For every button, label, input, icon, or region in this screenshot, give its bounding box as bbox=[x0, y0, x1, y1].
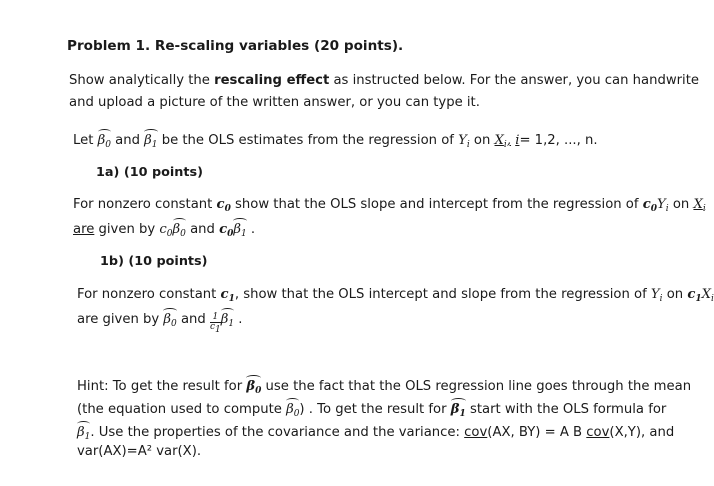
beta0-hat: $\beta_0$ bbox=[98, 130, 111, 150]
part-1a-and: and bbox=[185, 222, 220, 237]
part-1b-and: and bbox=[176, 312, 210, 327]
hint-text-1: Hint: To get the result for bbox=[77, 379, 247, 394]
hint-text-2c: start with the OLS formula for bbox=[465, 402, 667, 417]
b-beta0-hat: $\beta_0$ bbox=[163, 309, 176, 329]
hint-line-4: var(AX)=A² var(X). bbox=[77, 444, 202, 459]
part-1a-heading: 1a) (10 points) bbox=[96, 165, 203, 180]
hint-beta1-hat: $\beta_1$ bbox=[451, 399, 466, 419]
part-1b-text-cont: , show that the OLS intercept and slope from the regression of bbox=[234, 287, 651, 302]
hint-line-2 bbox=[77, 399, 666, 419]
part-1a-text-cont: show that the OLS slope and intercept from the regression of bbox=[230, 197, 643, 212]
let-line: Let $\beta_0$ and $\beta_1$ be the OLS estimates from the regression of $Y_i$ on $X_i$, i= 1,2, ..., n. bbox=[73, 130, 598, 150]
part-1a-line-1: For nonzero constant $c_0$ show that the OLS slope and intercept from the regression of $c_0Y_i$ on $X_i$ bbox=[73, 197, 706, 214]
problem-title: Problem 1. Re-scaling variables (20 points). bbox=[67, 38, 404, 54]
intro-line-1 bbox=[69, 73, 699, 88]
hint-text-1b: use the fact that the OLS regression line goes through the mean bbox=[261, 379, 692, 394]
hint-text-3: . Use the properties of the covariance and the variance: bbox=[90, 425, 465, 440]
part-1b-heading: 1b) (10 points) bbox=[100, 254, 208, 269]
part-1b-text: For nonzero constant bbox=[77, 287, 221, 302]
part-1a-line-2: are given by $c_0\beta_0$ and $c_0\beta_1$ . bbox=[73, 219, 255, 239]
are-underlined: are bbox=[73, 222, 95, 237]
intro-text: Show analytically the bbox=[69, 73, 215, 88]
intro-text-cont: as instructed below. For the answer, you can handwrite bbox=[329, 73, 699, 88]
part-1a-text: For nonzero constant bbox=[73, 197, 217, 212]
hint-text-3c: (X,Y), and bbox=[609, 425, 675, 440]
let-suffix: be the OLS estimates from the regression of bbox=[157, 133, 459, 148]
intro-bold: rescaling effect bbox=[214, 73, 330, 88]
hint-beta0-hat-2: $\beta_0$ bbox=[286, 399, 299, 419]
hint-text-2: (the equation used to compute bbox=[77, 402, 287, 417]
let-tail: = 1,2, ..., n. bbox=[519, 133, 598, 148]
hint-line-1 bbox=[77, 376, 691, 396]
hint-text-2b: ) . To get the result for bbox=[299, 402, 451, 417]
intro-line-2: and upload a picture of the written answer, or you can type it. bbox=[69, 95, 480, 110]
beta1-hat: $\beta_1$ bbox=[144, 130, 157, 150]
hint-beta0-hat: $\beta_0$ bbox=[246, 376, 261, 396]
cov-underlined-2: cov bbox=[586, 425, 610, 440]
let-prefix: Let bbox=[73, 133, 98, 148]
one-over-c1: $\frac{1}{c_1}$ bbox=[209, 312, 221, 335]
let-and: and bbox=[110, 133, 145, 148]
part-1b-line-2: are given by $\beta_0$ and $\frac{1}{c_1}$ $\beta_1$ . bbox=[77, 309, 242, 335]
part-1b-given: are given by bbox=[77, 312, 164, 327]
hint-line-3 bbox=[77, 422, 674, 442]
c0-beta0-hat: $\beta_0$ bbox=[173, 219, 186, 239]
c0-beta1-hat: $\beta_1$ bbox=[233, 219, 246, 239]
cov-underlined-1: cov bbox=[464, 425, 488, 440]
part-1b-line-1: For nonzero constant $c_1$, show that the OLS intercept and slope from the regression of $Y_i$ on $c_1X_i$ bbox=[77, 287, 714, 304]
hint-text-3b: (AX, BY) = A B bbox=[487, 425, 587, 440]
hint-beta1-hat-2: $\beta_1$ bbox=[77, 422, 90, 442]
part-1a-given: given by bbox=[94, 222, 160, 237]
b-beta1-hat: $\beta_1$ bbox=[221, 309, 234, 329]
